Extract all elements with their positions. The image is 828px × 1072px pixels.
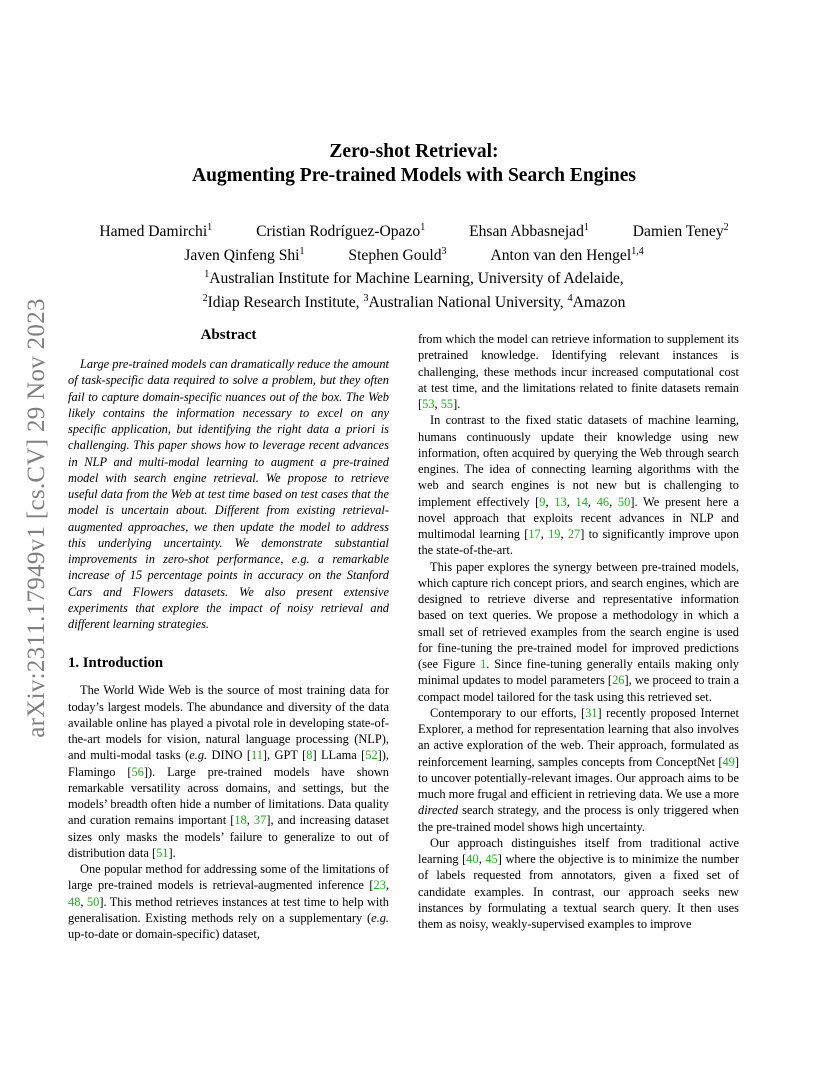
right-paragraph-3: This paper explores the synergy between pre-trained models, which capture rich concept priors, and search engines, which are designed to retrieve diverse and representative information based on text queries. We propose a methodology in which a small set of retrieved examples from the search engine is used for fine-tuning the pre-trained model for improved predictions (see Figure 1. Since fine-tuning generally entails making only minimal updates to model parameters [26], we proceed to train a compact model tailored for the task using this retrieved set.	[418, 559, 740, 704]
author-line-2	[74, 242, 754, 266]
arxiv-stamp	[19, 278, 55, 758]
abstract-text: Large pre-trained models can dramatically reduce the amount of task-specific data required to solve a problem, but they often fail to capture domain-specific nuances out of the box. The Web likely contains the information necessary to excel on any specific application, but identifying the right data a priori is challenging. This paper shows how to leverage recent advances in NLP and multi-modal learning to augment a pre-trained model with search engine retrieval. We propose to retrieve useful data from the Web at test time based on test cases that the model is uncertain about. Different from existing retrieval-augmented approaches, we then update the model to address this underlying uncertainty. We demonstrate substantial improvements in zero-shot performance, e.g. a remarkable increase of 15 percentage points in accuracy on the Stanford Cars and Flowers datasets. We also present extensive experiments that explore the impact of noisy retrieval and different learning strategies.	[68, 357, 389, 631]
citation-link[interactable]: 23	[373, 878, 386, 893]
right-paragraph-1: from which the model can retrieve information to supplement its pretrained knowledge. Identifying relevant instances is challenging, these methods incur increased computational cost at test time, and the limitations related to finite datasets remain [53, 55].	[418, 332, 739, 411]
author: Ehsan Abbasnejad$^1$	[469, 222, 589, 241]
citation-link[interactable]: 27	[567, 527, 581, 541]
right-paragraph-2: In contrast to the fixed static datasets of machine learning, humans continuously update their knowledge using new information, often acquired by querying the Web through search engines. The idea of connecting learning algorithms with the web and search engines is not new but is challenging to implement effectively [9, 13, 14, 46, 50]. We present here a novel approach that exploits recent advances in NLP and multimodal learning [17, 19, 27] to significantly improve upon the state-of-the-art.	[418, 413, 739, 558]
section-heading-introduction: 1. Introduction	[68, 655, 164, 672]
abstract-heading: Abstract	[200, 327, 257, 343]
citation-link[interactable]: 17	[528, 527, 541, 541]
title-line-1: Zero-shot Retrieval:	[329, 141, 499, 162]
citation-link[interactable]: 49	[722, 754, 735, 769]
right-paragraph-4: Contemporary to our efforts, [31] recently proposed Internet Explorer, a method for representation learning that also involves an active exploration of the web. Their approach, formulated as reinforcement learning, samples concepts from ConceptNet [49] to uncover potentially-relevant images. Our approach aims to be much more frugal and efficient in retrieving data. We use a more directed search strategy, and the process is only triggered when the pre-trained model shows high uncertainty.	[418, 705, 739, 834]
author: Anton van den Hengel$^{1,4}$	[490, 245, 644, 264]
author: Hamed Damirchi$^1$	[99, 222, 213, 241]
right-column	[418, 331, 739, 932]
citation-link[interactable]: 8	[306, 748, 313, 763]
title-line-2: Augmenting Pre-trained Models with Search Engines	[192, 165, 636, 186]
author-block	[74, 218, 754, 313]
citation-link[interactable]: 55	[440, 397, 454, 411]
citation-link[interactable]: 31	[585, 705, 598, 720]
intro-paragraph-1: The World Wide Web is the source of most training data for today’s largest models. The abundance and diversity of the data available online has played a pivotal role in developing state-of-the-art models for vision, natural language processing (NLP), and multi-modal tasks (e.g. DINO [11], GPT [8] LLama [52]), Flamingo [56]). Large pre-trained models have shown remarkable versatility across domains, and settings, but the models’ breadth often hide a number of limitations. Data quality and curation remains important [18, 37], and increasing dataset sizes only masks the models’ failure to generalize to out of distribution data [51].	[68, 683, 390, 860]
author: Cristian Rodríguez-Opazo$^1$	[256, 222, 426, 241]
author-line-1	[74, 218, 754, 242]
citation-link[interactable]: 26	[612, 673, 625, 688]
citation-link[interactable]: 18	[234, 813, 247, 828]
citation-link[interactable]: 56	[131, 764, 144, 779]
citation-link[interactable]: 45	[485, 852, 498, 866]
affiliation-line-2: $^2$Idiap Research Institute, $^3$Australian National University, $^4$Amazon	[202, 293, 626, 312]
citation-link[interactable]: 40	[466, 852, 479, 866]
citation-link[interactable]: 9	[539, 494, 546, 509]
author: Damien Teney$^2$	[632, 222, 729, 241]
figure-link[interactable]: 1	[480, 657, 487, 671]
citation-link[interactable]: 50	[86, 894, 100, 909]
citation-link[interactable]: 14	[575, 494, 588, 509]
citation-link[interactable]: 11	[250, 748, 263, 763]
paper-title	[100, 140, 728, 188]
citation-link[interactable]: 13	[554, 494, 567, 509]
citation-link[interactable]: 37	[253, 813, 267, 828]
intro-paragraph-2: One popular method for addressing some of the limitations of large pre-trained models is retrieval-augmented inference [23, 48, 50]. This method retrieves instances at test time to help with generalisation. Existing methods rely on a supplementary (e.g. up-to-date or domain-specific) dataset,	[68, 862, 389, 941]
author: Javen Qinfeng Shi$^1$	[184, 245, 305, 264]
right-paragraph-5: Our approach distinguishes itself from traditional active learning [40, 45] where the objective is to minimize the number of labels requested from annotators, given a fixed set of candidate examples. In contrast, our approach seeks new instances by formulating a textual search query. It then uses them as noisy, weakly-supervised examples to improve	[418, 835, 739, 931]
citation-link[interactable]: 48	[68, 894, 81, 909]
affiliation-line-1: $^1$Australian Institute for Machine Learning, University of Adelaide,	[204, 269, 624, 288]
citation-link[interactable]: 19	[548, 527, 561, 541]
citation-link[interactable]: 46	[596, 494, 610, 509]
arxiv-id: arXiv:2311.17949v1 [cs.CV] 29 Nov 2023	[23, 298, 50, 738]
citation-link[interactable]: 53	[422, 397, 435, 411]
citation-link[interactable]: 50	[617, 494, 631, 509]
left-column	[68, 326, 389, 942]
citation-link[interactable]: 52	[365, 748, 378, 763]
citation-link[interactable]: 51	[156, 845, 169, 860]
author: Stephen Gould$^3$	[348, 245, 447, 264]
